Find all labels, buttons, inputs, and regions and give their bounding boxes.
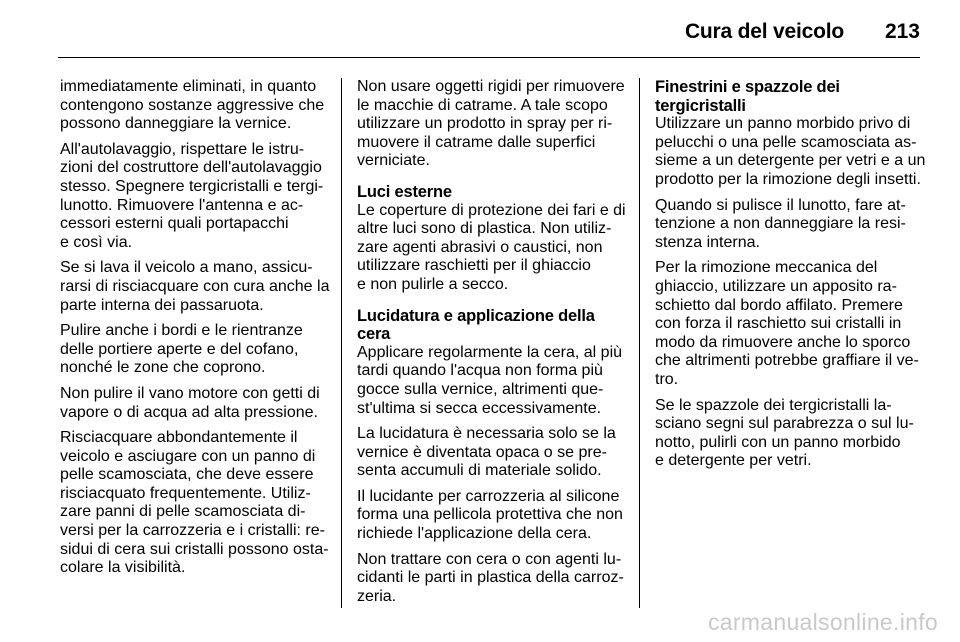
section-heading: Luci esterne (357, 182, 452, 201)
section-heading (655, 78, 923, 115)
column-3 (655, 78, 926, 478)
text-line: zioni del costruttore dell'autolavaggio (60, 159, 322, 177)
text-line: tro. (655, 370, 679, 388)
text-line: parte interna dei passaruota. (60, 296, 264, 314)
text-line: Applicare regolarmente la cera, al più (357, 343, 623, 361)
text-line: zeria. (357, 587, 397, 605)
text-line: ghiaccio, utilizzare un apposito ra- (655, 277, 897, 295)
text-line: zare panni di pelle scamosciata di- (60, 503, 306, 521)
text-line: immediatamente eliminati, in quanto (60, 78, 317, 95)
text-line: stenza interna. (655, 233, 760, 251)
text-line: con forza il raschietto sui cristalli in (655, 315, 902, 333)
text-line: delle portiere aperte e del cofano, (60, 340, 299, 358)
text-line: La lucidatura è necessaria solo se la (357, 425, 616, 443)
text-line: e detergente per vetri. (655, 452, 812, 470)
text-line: tenzione a non danneggiare la resi- (655, 215, 906, 233)
paragraph (357, 488, 625, 544)
page-number: 213 (884, 20, 920, 43)
text-line: muovere il catrame dalle superfici (357, 133, 596, 151)
text-line: sidui di cera sui cristalli possono osta- (60, 540, 329, 558)
text-line: utilizzare raschietti per il ghiaccio (357, 257, 591, 275)
text-line: pelle scamosciata, che deve essere (60, 466, 314, 484)
text-line: forma una pellicola protettiva che non (357, 506, 623, 524)
watermark: carmanualsonline.info (707, 609, 938, 635)
paragraph (655, 115, 926, 189)
text-line: che altrimenti potrebbe graffiare il ve- (655, 352, 919, 370)
text-line: lunotto. Rimuovere l'antenna e ac- (60, 196, 304, 214)
text-line: schietto dal bordo affilato. Premere (655, 296, 903, 314)
paragraph (655, 397, 923, 471)
text-line: possono danneggiare la vernice. (60, 115, 292, 133)
paragraph (60, 78, 328, 134)
paragraph (357, 551, 625, 607)
text-line: Utilizzare un panno morbido privo di (655, 115, 911, 133)
section-exterior-lights (357, 183, 625, 295)
text-line: Non usare oggetti rigidi per rimuovere (357, 78, 625, 95)
section-polishing-waxing (357, 307, 625, 607)
text-line: pelucchi o una pelle scamosciata as- (655, 133, 917, 151)
column-2 (357, 78, 625, 613)
text-line: Non trattare con cera o con agenti lu- (357, 550, 622, 568)
column-divider (639, 78, 640, 608)
text-line: Quando si pulisce il lunotto, fare at- (655, 196, 906, 214)
text-line: risciacquato frequentemente. Utiliz- (60, 484, 311, 502)
text-line: st'ultima si secca eccessivamente. (357, 399, 602, 417)
text-line: All'autolavaggio, rispettare le istru- (60, 140, 305, 158)
text-line: Le coperture di protezione dei fari e di (357, 201, 626, 219)
text-line: sciano segni sul parabrezza o sul lu- (655, 415, 914, 433)
paragraph (357, 425, 625, 481)
text-line: nonché le zone che coprono. (60, 359, 266, 377)
page-title: Cura del veicolo (684, 20, 844, 43)
text-line: richiede l'applicazione della cera. (357, 525, 592, 543)
text-line: senta accumuli di materiale solido. (357, 462, 602, 480)
heading-line: cera (357, 325, 391, 344)
text-line: notto, pulirli con un panno morbido (655, 433, 901, 451)
paragraph (60, 322, 328, 378)
text-line: sieme a un detergente per vetri e a un (655, 152, 926, 170)
text-line: Risciacquare abbondantemente il (60, 429, 298, 447)
text-line: rarsi di risciacquare con cura anche la (60, 277, 330, 295)
paragraph (60, 429, 328, 578)
text-line: Il lucidante per carrozzeria al silicone (357, 487, 620, 505)
text-line: colare la visibilità. (60, 559, 186, 577)
text-line: gocce sulla vernice, altrimenti que- (357, 380, 604, 398)
text-line: versi per la carrozzeria e i cristalli: re- (60, 522, 325, 540)
text-line: prodotto per la rimozione degli insetti. (655, 170, 921, 188)
text-line: le macchie di catrame. A tale scopo (357, 96, 608, 114)
text-line: contengono sostanze aggressive che (60, 96, 325, 114)
text-line: modo da rimuovere anche lo sporco (655, 333, 911, 351)
paragraph (655, 259, 923, 389)
text-line: tardi quando l'acqua non forma più (357, 362, 603, 380)
heading-line: Finestrini e spazzole dei (655, 78, 840, 96)
paragraph (357, 202, 625, 295)
text-line: veicolo e asciugare con un panno di (60, 447, 316, 465)
text-line: Per la rimozione meccanica del (655, 259, 878, 277)
paragraph (357, 78, 625, 171)
heading-line: Lucidatura e applicazione della (357, 306, 595, 325)
column-divider (341, 78, 342, 608)
text-line: cessori esterni quali portapacchi (60, 215, 289, 233)
text-line: verniciate. (357, 152, 430, 170)
text-line: Se le spazzole dei tergicristalli la- (655, 396, 892, 414)
text-line: utilizzare un prodotto in spray per ri- (357, 115, 613, 133)
text-line: Pulire anche i bordi e le rientranze (60, 322, 303, 340)
page-header (58, 18, 920, 58)
header-rule (58, 57, 920, 58)
text-line: e non pulirle a secco. (357, 275, 509, 293)
paragraph (357, 344, 625, 418)
section-heading (357, 307, 625, 344)
text-line: Se si lava il veicolo a mano, assicu- (60, 259, 313, 277)
paragraph (655, 197, 923, 253)
column-1 (60, 78, 328, 585)
text-line: Non pulire il vano motore con getti di (60, 384, 320, 402)
text-line: stesso. Spegnere tergicristalli e tergi- (60, 177, 324, 195)
text-line: altre luci sono di plastica. Non utiliz- (357, 220, 612, 238)
paragraph (60, 141, 328, 253)
text-line: vapore o di acqua ad alta pressione. (60, 403, 318, 421)
paragraph (60, 385, 328, 422)
text-line: zare agenti abrasivi o caustici, non (357, 238, 603, 256)
paragraph (60, 259, 328, 315)
text-line: e così via. (60, 233, 133, 251)
text-line: cidanti le parti in plastica della carroz- (357, 569, 624, 587)
text-line: vernice è diventata opaca o se pre- (357, 443, 607, 461)
heading-line: tergicristalli (655, 96, 746, 115)
